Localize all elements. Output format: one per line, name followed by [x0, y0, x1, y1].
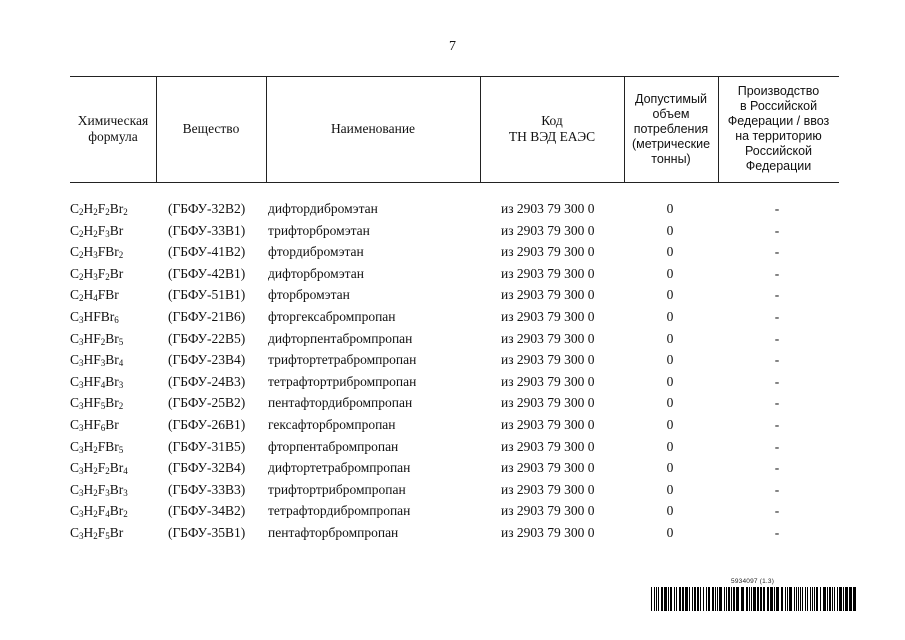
- chemical-formula: $C_3H_2F_4Br_2$: [70, 503, 128, 520]
- allowed-volume: 0: [666, 373, 674, 389]
- chemical-formula: $C_3HF_4Br_3$: [70, 373, 124, 390]
- allowed-volume: 0: [666, 395, 674, 411]
- substance-name: фторгексабромпропан: [268, 308, 396, 324]
- table-row: [0, 479, 905, 501]
- table-row: [0, 220, 905, 242]
- substance-name: дифторпентабромпропан: [268, 330, 413, 346]
- allowed-volume: 0: [666, 460, 674, 476]
- table-row: [0, 328, 905, 350]
- allowed-volume: 0: [666, 222, 674, 238]
- production-import: -: [774, 330, 780, 346]
- chemical-formula: $C_3HF_3Br_4$: [70, 352, 124, 369]
- allowed-volume: 0: [666, 438, 674, 454]
- allowed-volume: 0: [666, 330, 674, 346]
- production-import: -: [774, 524, 780, 540]
- tnved-code: из 2903 79 300 0: [501, 308, 595, 324]
- tnved-code: из 2903 79 300 0: [501, 287, 595, 303]
- production-import: -: [774, 503, 780, 519]
- substance-name: дифторбромэтан: [268, 265, 364, 281]
- allowed-volume: 0: [666, 503, 674, 519]
- substance-code: (ГБФУ-26В1): [168, 416, 246, 432]
- table-row: [0, 500, 905, 522]
- chemical-formula: $C_3HF_2Br_5$: [70, 330, 124, 347]
- production-import: -: [774, 416, 780, 432]
- allowed-volume: 0: [666, 481, 674, 497]
- chemical-formula: $C_3HF_6Br$: [70, 416, 119, 433]
- substance-code: (ГБФУ-35В1): [168, 524, 246, 540]
- tnved-code: из 2903 79 300 0: [501, 416, 595, 432]
- header-production: Производство в Российской Федерации / ввоз на территорию Российской Федерации: [727, 84, 830, 173]
- substance-name: дифтортетрабромпропан: [268, 460, 411, 476]
- chemical-formula: $C_3H_2F_5Br$: [70, 524, 124, 541]
- substance-name: трифтортрибромпропан: [268, 481, 406, 497]
- substance-code: (ГБФУ-31В5): [168, 438, 246, 454]
- header-code: Код ТН ВЭД ЕАЭС: [508, 113, 596, 144]
- production-import: -: [774, 395, 780, 411]
- tnved-code: из 2903 79 300 0: [501, 330, 595, 346]
- allowed-volume: 0: [666, 524, 674, 540]
- production-import: -: [774, 460, 780, 476]
- production-import: -: [774, 244, 780, 260]
- substance-code: (ГБФУ-22В5): [168, 330, 246, 346]
- substance-name: тетрафтордибромпропан: [268, 503, 411, 519]
- header-substance: Вещество: [182, 121, 240, 136]
- substance-code: (ГБФУ-23В4): [168, 352, 246, 368]
- substance-code: (ГБФУ-51В1): [168, 287, 246, 303]
- chemical-formula: $C_2H_4FBr$: [70, 287, 119, 304]
- table-row: [0, 457, 905, 479]
- production-import: -: [774, 265, 780, 281]
- tnved-code: из 2903 79 300 0: [501, 222, 595, 238]
- table-row: [0, 392, 905, 414]
- chemical-formula: $C_2H_3F_2Br$: [70, 265, 124, 282]
- tnved-code: из 2903 79 300 0: [501, 244, 595, 260]
- chemical-formula: $C_3HFBr_6$: [70, 308, 119, 325]
- page-number: 7: [449, 39, 456, 54]
- production-import: -: [774, 373, 780, 389]
- substance-name: тетрафтортрибромпропан: [268, 373, 417, 389]
- barcode-image: [651, 587, 857, 611]
- tnved-code: из 2903 79 300 0: [501, 265, 595, 281]
- substance-code: (ГБФУ-33В1): [168, 222, 246, 238]
- chemical-formula: $C_2H_3FBr_2$: [70, 244, 124, 261]
- table-row: [0, 414, 905, 436]
- substance-code: (ГБФУ-32В2): [168, 201, 246, 216]
- table-header-bottom-rule: [70, 182, 839, 183]
- table-row: [0, 241, 905, 263]
- production-import: -: [774, 438, 780, 454]
- barcode-label: 5934097 (1.3): [731, 578, 775, 585]
- substance-name: трифторбромэтан: [268, 222, 370, 238]
- tnved-code: из 2903 79 300 0: [501, 524, 595, 540]
- substance-code: (ГБФУ-34В2): [168, 503, 246, 519]
- tnved-code: из 2903 79 300 0: [501, 373, 595, 389]
- chemical-formula: $C_3H_2F_2Br_4$: [70, 460, 128, 477]
- substance-code: (ГБФУ-21В6): [168, 308, 246, 324]
- chemical-formula: $C_2H_2F_2Br_2$: [70, 201, 128, 217]
- tnved-code: из 2903 79 300 0: [501, 481, 595, 497]
- substance-name: дифтордибромэтан: [268, 201, 378, 216]
- production-import: -: [774, 481, 780, 497]
- tnved-code: из 2903 79 300 0: [501, 438, 595, 454]
- production-import: -: [774, 352, 780, 368]
- production-import: -: [774, 308, 780, 324]
- chemical-formula: $C_2H_2F_3Br$: [70, 222, 124, 239]
- production-import: -: [774, 287, 780, 303]
- header-formula: Химическая формула: [77, 113, 149, 144]
- tnved-code: из 2903 79 300 0: [501, 460, 595, 476]
- substance-name: фторбромэтан: [268, 287, 350, 303]
- table-row: [0, 522, 905, 544]
- substance-name: фтордибромэтан: [268, 244, 364, 260]
- substance-name: гексафторбромпропан: [268, 416, 396, 432]
- table-row: [0, 436, 905, 458]
- substance-code: (ГБФУ-32В4): [168, 460, 246, 476]
- substance-code: (ГБФУ-33В3): [168, 481, 246, 497]
- substance-name: пентафтордибромпропан: [268, 395, 413, 411]
- table-body: [0, 198, 905, 544]
- substance-name: пентафторбромпропан: [268, 524, 399, 540]
- allowed-volume: 0: [666, 287, 674, 303]
- allowed-volume: 0: [666, 265, 674, 281]
- tnved-code: из 2903 79 300 0: [501, 503, 595, 519]
- chemical-formula: $C_3HF_5Br_2$: [70, 395, 124, 412]
- production-import: -: [774, 201, 780, 216]
- table-row: [0, 198, 905, 220]
- tnved-code: из 2903 79 300 0: [501, 352, 595, 368]
- chemical-formula: $C_3H_2F_3Br_3$: [70, 481, 128, 498]
- table-row: [0, 371, 905, 393]
- tnved-code: из 2903 79 300 0: [501, 201, 595, 216]
- header-name: Наименование: [330, 121, 416, 136]
- allowed-volume: 0: [666, 308, 674, 324]
- table-row: [0, 263, 905, 285]
- allowed-volume: 0: [666, 201, 674, 216]
- table-row: [0, 306, 905, 328]
- table-row: [0, 349, 905, 371]
- chemical-formula: $C_3H_2FBr_5$: [70, 438, 124, 455]
- allowed-volume: 0: [666, 416, 674, 432]
- header-volume: Допустимый объем потребления (метрические тонны): [631, 91, 711, 166]
- tnved-code: из 2903 79 300 0: [501, 395, 595, 411]
- substance-code: (ГБФУ-25В2): [168, 395, 246, 411]
- allowed-volume: 0: [666, 244, 674, 260]
- production-import: -: [774, 222, 780, 238]
- table-row: [0, 284, 905, 306]
- substance-name: трифтортетрабромпропан: [268, 352, 417, 368]
- substance-code: (ГБФУ-42В1): [168, 265, 246, 281]
- substance-code: (ГБФУ-24В3): [168, 373, 246, 389]
- substance-name: фторпентабромпропан: [268, 438, 399, 454]
- allowed-volume: 0: [666, 352, 674, 368]
- substance-code: (ГБФУ-41В2): [168, 244, 246, 260]
